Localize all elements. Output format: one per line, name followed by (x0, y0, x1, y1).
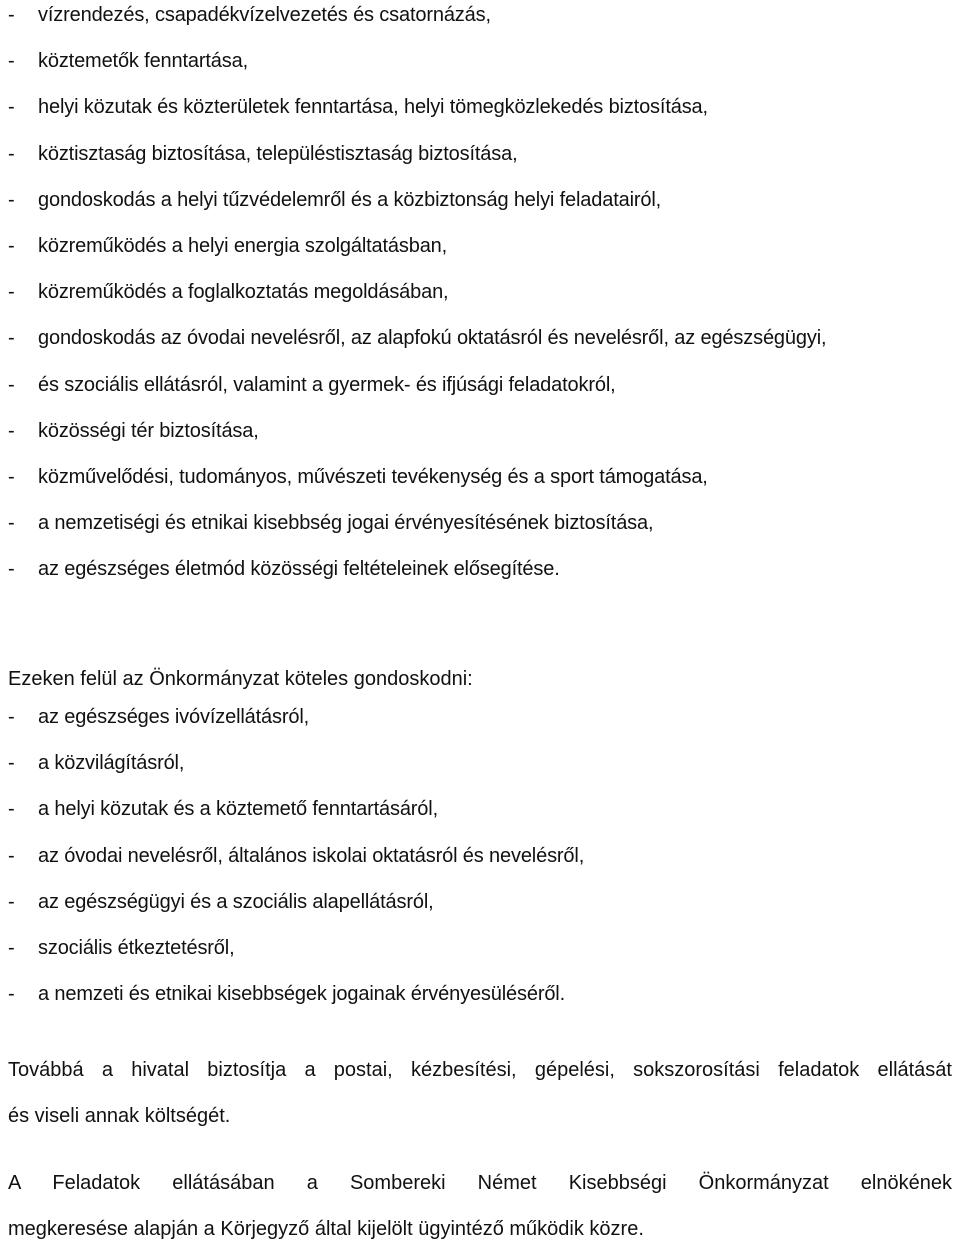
list-item (0, 979, 584, 1025)
list-dash: - (8, 373, 15, 396)
list-dash: - (8, 752, 15, 775)
list-item-text: gondoskodás a helyi tűzvédelemről és a közbiztonság helyi feladatairól, (38, 188, 662, 211)
list-item-text: vízrendezés, csapadékvízelvezetés és csatornázás, (38, 4, 491, 26)
list-item (0, 794, 584, 840)
list-item-text: a nemzeti és etnikai kisebbségek jogainak érvényesüléséről. (38, 983, 566, 1006)
list-item (0, 416, 826, 462)
list-dash: - (8, 281, 15, 304)
list-dash: - (8, 558, 15, 581)
list-item-text: az egészséges ivóvízellátásról, (38, 706, 310, 728)
list-dash: - (8, 465, 15, 488)
list-dash: - (8, 188, 15, 211)
list-dash: - (8, 890, 15, 913)
list-dash: - (8, 512, 15, 535)
list-dash: - (8, 327, 15, 350)
list-item-text: és szociális ellátásról, valamint a gyermek- és ifjúsági feladatokról, (38, 373, 616, 396)
list-item (0, 841, 584, 887)
list-item (0, 748, 584, 794)
list-item (0, 702, 584, 748)
list-item (0, 92, 826, 138)
list-item (0, 508, 826, 554)
list-item (0, 462, 826, 508)
list-dash: - (8, 142, 15, 165)
minority-paragraph (8, 1160, 952, 1252)
list-dash: - (8, 234, 15, 257)
list-item (0, 323, 826, 369)
list-item (0, 231, 826, 277)
list-item-text: az egészségügyi és a szociális alapellátásról, (38, 890, 434, 913)
list-item-text: a közvilágításról, (38, 752, 185, 775)
list-item-text: az óvodai nevelésről, általános iskolai oktatásról és nevelésről, (38, 844, 585, 867)
office-paragraph (8, 1047, 952, 1139)
minority-paragraph-line: megkeresése alapján a Körjegyző által kijelölt ügyintéző működik közre. (8, 1218, 644, 1240)
list-item-text: közművelődési, tudományos, művészeti tevékenység és a sport támogatása, (38, 465, 708, 488)
list-item-text: közreműködés a foglalkoztatás megoldásában, (38, 281, 449, 304)
list-item (0, 887, 584, 933)
list-item-text: közreműködés a helyi energia szolgáltatásban, (38, 234, 448, 257)
list-dash: - (8, 983, 15, 1006)
list-item (0, 0, 826, 46)
list-dash: - (8, 96, 15, 119)
list-dash: - (8, 50, 15, 73)
list-dash: - (8, 844, 15, 867)
list-dash: - (8, 419, 15, 442)
duties-list (0, 0, 826, 600)
list-item (0, 185, 826, 231)
list-item-text: helyi közutak és közterületek fenntartása, helyi tömegközlekedés biztosítása, (38, 96, 708, 119)
list-item-text: a helyi közutak és a köztemető fenntartásáról, (38, 798, 438, 821)
list-item-text: a nemzetiségi és etnikai kisebbség jogai érvényesítésének biztosítása, (38, 512, 654, 535)
office-paragraph-line: Továbbá a hivatal biztosítja a postai, kézbesítési, gépelési, sokszorosítási feladatok ellátását (8, 1059, 952, 1081)
list-item-text: szociális étkeztetésről, (38, 936, 235, 959)
office-paragraph-line: és viseli annak költségét. (8, 1105, 231, 1127)
list-dash: - (8, 798, 15, 821)
list-item-text: közösségi tér biztosítása, (38, 419, 259, 442)
list-item (0, 46, 826, 92)
list-item (0, 277, 826, 323)
minority-paragraph-line: A Feladatok ellátásában a Sombereki Német Kisebbségi Önkormányzat elnökének (8, 1172, 952, 1194)
list-item-text: köztemetők fenntartása, (38, 50, 248, 73)
list-dash: - (8, 706, 15, 728)
mandatory-intro: Ezeken felül az Önkormányzat köteles gondoskodni: (8, 668, 473, 690)
list-dash: - (8, 4, 15, 26)
list-item-text: köztisztaság biztosítása, településtisztaság biztosítása, (38, 142, 518, 165)
list-dash: - (8, 936, 15, 959)
list-item (0, 370, 826, 416)
list-item (0, 139, 826, 185)
list-item (0, 554, 826, 600)
mandatory-duties-list (0, 702, 584, 1025)
list-item-text: az egészséges életmód közösségi feltételeinek elősegítése. (38, 558, 560, 581)
list-item (0, 933, 584, 979)
list-item-text: gondoskodás az óvodai nevelésről, az alapfokú oktatásról és nevelésről, az egészségügyi, (38, 327, 827, 350)
